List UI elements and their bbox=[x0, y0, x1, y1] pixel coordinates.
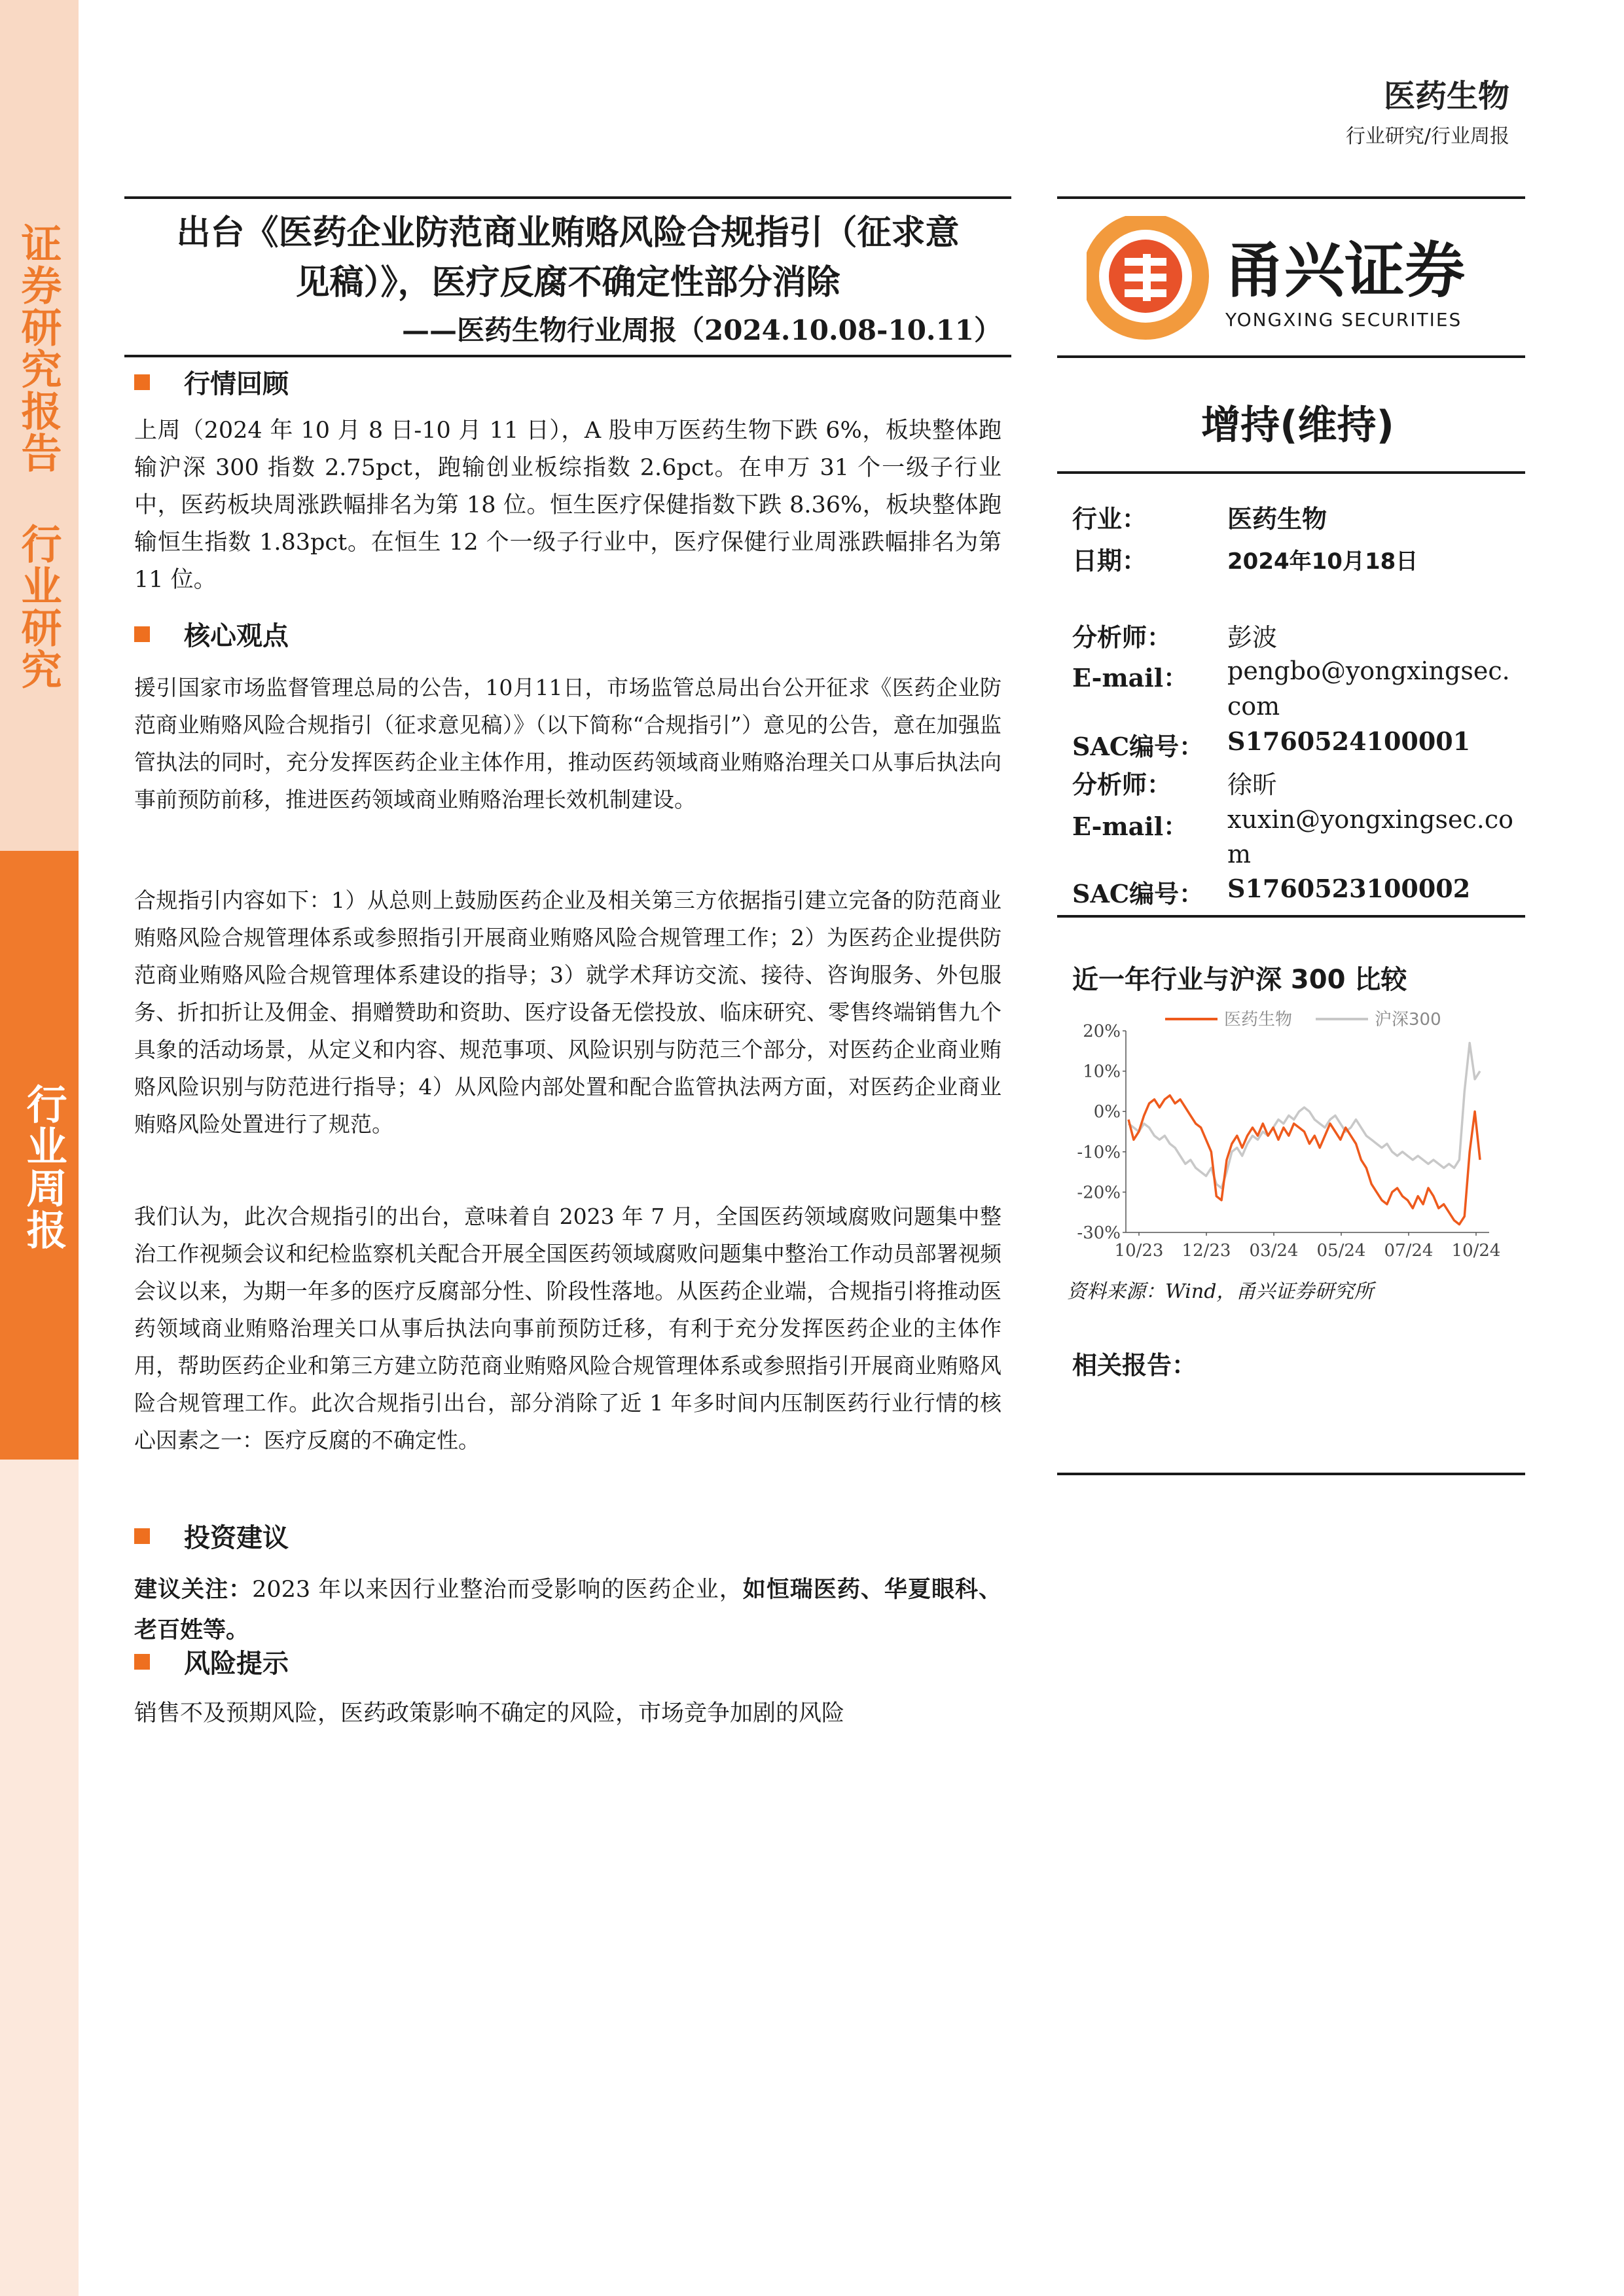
report-title bbox=[124, 208, 1011, 308]
date-label: 日期： bbox=[1072, 546, 1147, 575]
chart-title: 近一年行业与沪深 300 比较 bbox=[1072, 965, 1407, 995]
right-top-rule bbox=[1057, 196, 1525, 199]
analyst-1-email-line2: com bbox=[1227, 692, 1280, 721]
legend-label: 沪深300 bbox=[1375, 1010, 1441, 1030]
x-tick-label: 07/24 bbox=[1384, 1241, 1434, 1261]
analyst-2-sac-label: SAC编号： bbox=[1072, 879, 1204, 908]
chart-source: 资料来源：Wind，甬兴证券研究所 bbox=[1067, 1280, 1374, 1303]
analyst-1-sac-label: SAC编号： bbox=[1072, 732, 1204, 761]
section-bullet-icon bbox=[134, 1528, 150, 1544]
sidebar-report-label: 证券研究报告 行业研究 bbox=[14, 223, 62, 691]
section-heading-core-view bbox=[134, 615, 289, 653]
analyst-1-email-label: E-mail： bbox=[1072, 663, 1189, 692]
section-heading-market-review bbox=[134, 363, 289, 401]
industry-value: 医药生物 bbox=[1227, 505, 1327, 533]
analyst-2-email-label: E-mail： bbox=[1072, 812, 1189, 841]
comparison-chart bbox=[1060, 1005, 1525, 1270]
logo-text: 甬兴证券 bbox=[1224, 236, 1466, 306]
series-line-沪深300 bbox=[1128, 1043, 1480, 1189]
y-tick-label: 20% bbox=[1083, 1022, 1121, 1041]
analyst-2-email-line2: m bbox=[1227, 840, 1252, 869]
header-sector: 医药生物 bbox=[1383, 78, 1509, 115]
right-rule-3 bbox=[1057, 471, 1525, 474]
analyst-1-label: 分析师： bbox=[1072, 622, 1172, 652]
x-tick-label: 10/23 bbox=[1114, 1241, 1164, 1261]
core-view-paragraph-3: 我们认为，此次合规指引的出台，意味着自 2023 年 7 月，全国医药领域腐败问题集中整治工作视频会议和纪检监察机关配合开展全国医药领域腐败问题集中整治工作动员部署视频会议以来，为期一年多的医疗反腐部分性、阶段性落地。从医药企业端，合规指引将推动医药领域商业贿赂治理关口从事后执法向事前预防迁移，有利于充分发挥医药企业的主体作用，帮助医药企业和第三方建立防范商业贿赂风险合规管理体系或参照指引开展商业贿赂风险合规管理工作。此次合规指引出台，部分消除了近 1 年多时间内压制医药行业行情的核心因素之一：医疗反腐的不确定性。 bbox=[134, 1204, 1001, 1453]
legend-label: 医药生物 bbox=[1224, 1010, 1293, 1030]
sidebar-bottom-band bbox=[0, 1460, 79, 2296]
market-review-text: 上周（2024 年 10 月 8 日-10 月 11 日），A 股申万医药生物下跌 6%，板块整体跑输沪深 300 指数 2.75pct，跑输创业板综指数 2.6pct。在申万 31 个一级子行业中，医药板块周涨跌幅排名为第 18 位。恒生医疗保健指数下跌 8.36%，板块整体跑输恒生指数 1.83pct。在恒生 12 个一级子行业中，医疗保健行业周涨跌幅排名为第 11 位。 bbox=[134, 418, 1001, 593]
x-tick-label: 05/24 bbox=[1316, 1241, 1366, 1261]
title-bottom-rule bbox=[124, 355, 1011, 357]
y-tick-label: -30% bbox=[1077, 1223, 1121, 1243]
investment-lead: 建议关注： bbox=[134, 1576, 253, 1603]
section-heading-text: 行情回顾 bbox=[184, 369, 289, 399]
y-tick-label: -20% bbox=[1077, 1183, 1121, 1203]
industry-label: 行业： bbox=[1072, 504, 1147, 533]
risk-text: 销售不及预期风险，医药政策影响不确定的风险，市场竞争加剧的风险 bbox=[134, 1700, 845, 1727]
x-tick-label: 12/23 bbox=[1182, 1241, 1231, 1261]
series-line-医药生物 bbox=[1128, 1096, 1480, 1225]
report-title-line1: 出台《医药企业防范商业贿赂风险合规指引（征求意 bbox=[176, 213, 960, 253]
related-reports-label: 相关报告： bbox=[1072, 1351, 1197, 1380]
analyst-1-name: 彭波 bbox=[1227, 623, 1278, 652]
sidebar-weekly-label: 行业周报 bbox=[20, 1083, 67, 1251]
logo-english-text: YONGXING SECURITIES bbox=[1225, 309, 1462, 331]
rating-badge: 增持(维持) bbox=[1201, 403, 1394, 448]
y-tick-label: -10% bbox=[1077, 1142, 1121, 1162]
header-report-type: 行业研究/行业周报 bbox=[1345, 125, 1509, 148]
core-view-paragraph-2: 合规指引内容如下：1）从总则上鼓励医药企业及相关第三方依据指引建立完备的防范商业贿赂风险合规管理体系或参照指引开展商业贿赂风险合规管理工作；2）为医药企业提供防范商业贿赂风险合规管理体系建设的指导；3）就学术拜访交流、接待、咨询服务、外包服务、折扣折让及佣金、捐赠赞助和资助、医疗设备无偿投放、临床研究、零售终端销售九个具象的活动场景，从定义和内容、规范事项、风险识别与防范三个部分，对医药企业商业贿赂风险识别与防范进行指导；4）从风险内部处置和配合监管执法两方面，对医药企业商业贿赂风险处置进行了规范。 bbox=[134, 888, 1001, 1137]
analyst-2-email-line1: xuxin@yongxingsec.co bbox=[1227, 805, 1513, 834]
section-bullet-icon bbox=[134, 626, 150, 642]
investment-body: 2023 年以来因行业整治而受影响的医药企业， bbox=[252, 1577, 743, 1603]
section-heading-text: 风险提示 bbox=[184, 1649, 289, 1679]
core-view-paragraph-1: 援引国家市场监督管理总局的公告，10月11日，市场监管总局出台公开征求《医药企业防范商业贿赂风险合规指引（征求意见稿）》（以下简称“合规指引”）意见的公告，意在加强监管执法的同时，充分发挥医药企业主体作用，推动医药领域商业贿赂治理关口从事后执法向事前预防前移，推进医药领域商业贿赂治理长效机制建设。 bbox=[134, 675, 1001, 812]
section-heading-investment bbox=[134, 1517, 289, 1554]
section-bullet-icon bbox=[134, 1654, 150, 1670]
analyst-2-label: 分析师： bbox=[1072, 770, 1172, 799]
company-logo bbox=[1087, 216, 1506, 347]
section-heading-text: 投资建议 bbox=[184, 1523, 289, 1553]
x-tick-label: 03/24 bbox=[1249, 1241, 1299, 1261]
section-heading-text: 核心观点 bbox=[184, 621, 289, 651]
report-subtitle: ——医药生物行业周报（2024.10.08-10.11） bbox=[402, 314, 1001, 346]
y-tick-label: 10% bbox=[1083, 1062, 1121, 1082]
x-tick-label: 10/24 bbox=[1451, 1241, 1501, 1261]
analyst-1-sac: S1760524100001 bbox=[1227, 726, 1471, 756]
date-value: 2024年10月18日 bbox=[1227, 548, 1418, 575]
section-heading-risk bbox=[134, 1643, 289, 1680]
section-bullet-icon bbox=[134, 374, 150, 390]
y-tick-label: 0% bbox=[1093, 1102, 1121, 1122]
report-title-line2: 见稿）》，医疗反腐不确定性部分消除 bbox=[295, 263, 840, 302]
right-rule-4 bbox=[1057, 915, 1525, 918]
title-top-rule bbox=[124, 196, 1011, 199]
investment-picks: 如恒瑞医药、华夏眼科、老百姓等。 bbox=[134, 1576, 1001, 1643]
right-bottom-rule bbox=[1057, 1473, 1525, 1475]
investment-text bbox=[134, 1570, 1001, 1651]
right-rule-2 bbox=[1057, 355, 1525, 358]
analyst-2-name: 徐昕 bbox=[1227, 770, 1278, 799]
analyst-1-email-line1: pengbo@yongxingsec. bbox=[1227, 656, 1510, 685]
analyst-2-sac: S1760523100002 bbox=[1227, 874, 1471, 903]
